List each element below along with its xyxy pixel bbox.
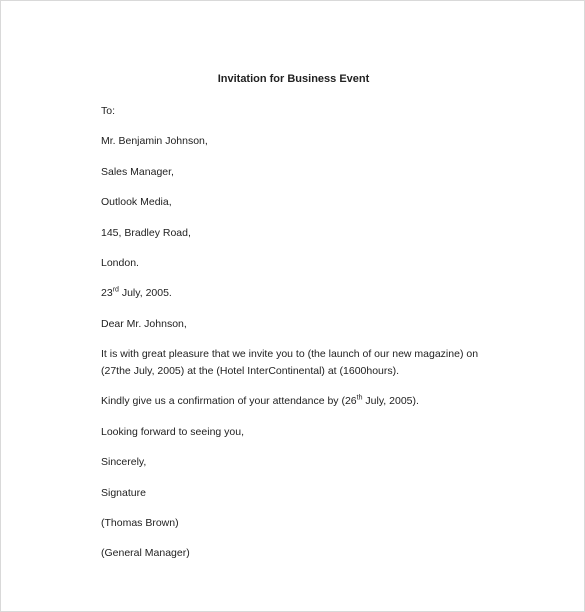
paragraph2-end: July, 2005). (362, 395, 419, 407)
recipient-position: Sales Manager, (101, 166, 174, 178)
recipient-city: London. (101, 257, 139, 269)
signoff: Sincerely, (101, 456, 147, 468)
paragraph2-suffix: th (356, 394, 363, 402)
signature: Signature (101, 487, 146, 499)
date-rest: July, 2005. (118, 287, 172, 299)
date-suffix: rd (112, 286, 119, 294)
to-label: To: (101, 105, 116, 117)
recipient-name: Mr. Benjamin Johnson, (101, 135, 208, 147)
sender-title: (General Manager) (101, 547, 190, 559)
body-paragraph-2 (101, 393, 419, 409)
date-day: 23 (101, 287, 113, 299)
letter-title: Invitation for Business Event (217, 73, 370, 85)
body-paragraph-1: It is with great pleasure that we invite you to (the launch of our new magazine) on (27the July, 2005) at the (Hotel InterContinental) at (1600hours). (101, 348, 479, 377)
recipient-street: 145, Bradley Road, (101, 227, 191, 239)
letter-date (101, 285, 172, 301)
paragraph2-start: Kindly give us a confirmation of your attendance by (26 (101, 395, 357, 407)
sender-name: (Thomas Brown) (101, 517, 179, 529)
closing-line: Looking forward to seeing you, (101, 426, 245, 438)
recipient-company: Outlook Media, (101, 196, 172, 208)
salutation: Dear Mr. Johnson, (101, 318, 187, 330)
